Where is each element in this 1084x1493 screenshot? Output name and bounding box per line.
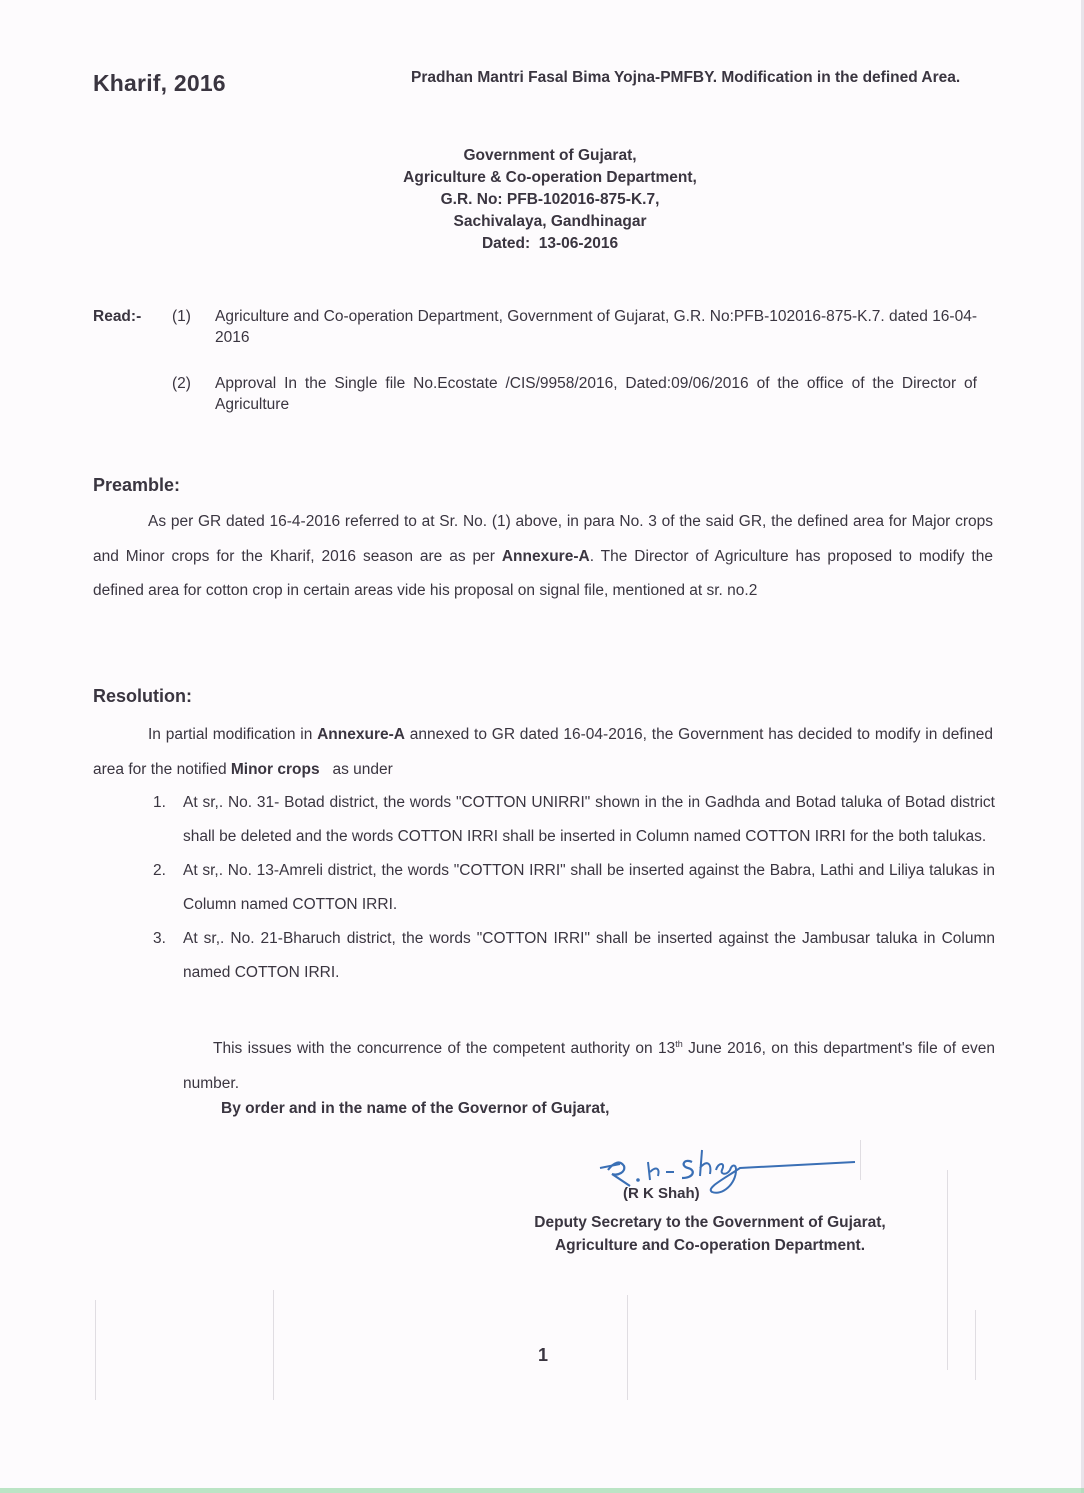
scan-artifact (273, 1290, 274, 1400)
item-number: 3. (153, 930, 166, 947)
issuer-line: Government of Gujarat, (463, 147, 637, 164)
read-label: Read:- (93, 308, 142, 325)
signature-stroke (648, 1162, 659, 1180)
annexure-reference: Annexure-A (501, 547, 590, 565)
scan-artifact (95, 1300, 96, 1400)
ordinal-suffix: th (675, 1039, 683, 1049)
resolution-text: annexed to GR dated 16-04-2016, the Government has decided to modify in defined area for the notified (93, 726, 993, 778)
scan-artifact (627, 1295, 628, 1400)
signature-stroke (636, 1178, 640, 1182)
modification-item (153, 786, 995, 854)
modification-item (153, 854, 995, 922)
scan-edge (0, 1488, 1084, 1493)
item-number: 2. (153, 862, 166, 879)
gr-number: G.R. No: PFB-102016-875-K.7, (440, 191, 660, 208)
minor-crops-label: Minor crops (230, 760, 320, 778)
signature-stroke (700, 1150, 855, 1193)
item-text: At sr,. No. 13-Amreli district, the words "COTTON IRRI" shall be inserted against the Babra, Lathi and Liliya talukas in Column named COTTON IRRI. (183, 862, 995, 913)
scan-artifact (975, 1310, 976, 1380)
season-label: Kharif, 2016 (93, 70, 226, 96)
designation-line: Deputy Secretary to the Government of Gujarat, (534, 1214, 886, 1231)
resolution-text: In partial modification in (148, 726, 318, 743)
reference-number: (1) (172, 308, 191, 325)
signatory-designation (450, 1211, 970, 1257)
resolution-paragraph (93, 718, 993, 787)
resolution-text: as under (319, 760, 393, 778)
document-subject: Pradhan Mantri Fasal Bima Yojna-PMFBY. Modification in the defined Area. (411, 69, 961, 86)
preamble-text: As per GR dated 16-4-2016 referred to at Sr. No. (1) above, in para No. 3 of the said GR, the defined area for Major crops and Minor crops for the Kharif, 2016 season are as per (93, 513, 993, 565)
annexure-reference: Annexure-A (317, 726, 405, 743)
preamble-paragraph (93, 505, 993, 609)
signature-stroke (682, 1161, 693, 1178)
issue-date: Dated: 13-06-2016 (481, 235, 619, 252)
resolution-heading: Resolution: (93, 686, 192, 706)
scan-artifact (947, 1170, 948, 1370)
by-order-line: By order and in the name of the Governor of Gujarat, (221, 1100, 610, 1117)
concurrence-text: June 2016, on this department's file of even number. (183, 1040, 996, 1093)
item-text: At sr,. No. 31- Botad district, the words "COTTON UNIRRI" shown in the in Gadhda and Botad taluka of Botad district shall be deleted and the words COTTON IRRI shall be inserted in Column named COTTON IRRI for the both talukas. (183, 794, 995, 845)
designation-line: Agriculture and Co-operation Department. (554, 1237, 866, 1254)
modification-item (153, 922, 995, 990)
concurrence-text: This issues with the concurrence of the competent authority on 13 (213, 1040, 676, 1058)
item-number: 1. (153, 794, 166, 811)
concurrence-paragraph (183, 1027, 995, 1101)
page-number: 1 (538, 1345, 549, 1365)
signatory-name: (R K Shah) (623, 1185, 700, 1202)
preamble-heading: Preamble: (93, 475, 181, 495)
reference-number: (2) (172, 375, 191, 392)
modification-list (153, 786, 995, 990)
issuer-line: Agriculture & Co-operation Department, (403, 169, 697, 186)
reference-text: Approval In the Single file No.Ecostate /CIS/9958/2016, Dated:09/06/2016 of the office of the Director of Agriculture (215, 375, 977, 413)
reference-text: Agriculture and Co-operation Department, Government of Gujarat, G.R. No:PFB-102016-875-K.7. dated 16-04-2016 (215, 308, 977, 346)
preamble-text: . The Director of Agriculture has proposed to modify the defined area for cotton crop in certain areas vide his proposal on signal file, mentioned at sr. no.2 (93, 547, 993, 599)
issuer-block (300, 145, 800, 255)
item-text: At sr,. No. 21-Bharuch district, the words "COTTON IRRI" shall be inserted against the Jambusar taluka in Column named COTTON IRRI. (183, 930, 995, 981)
issuer-line: Sachivalaya, Gandhinagar (453, 213, 647, 230)
scan-artifact (860, 1140, 861, 1180)
